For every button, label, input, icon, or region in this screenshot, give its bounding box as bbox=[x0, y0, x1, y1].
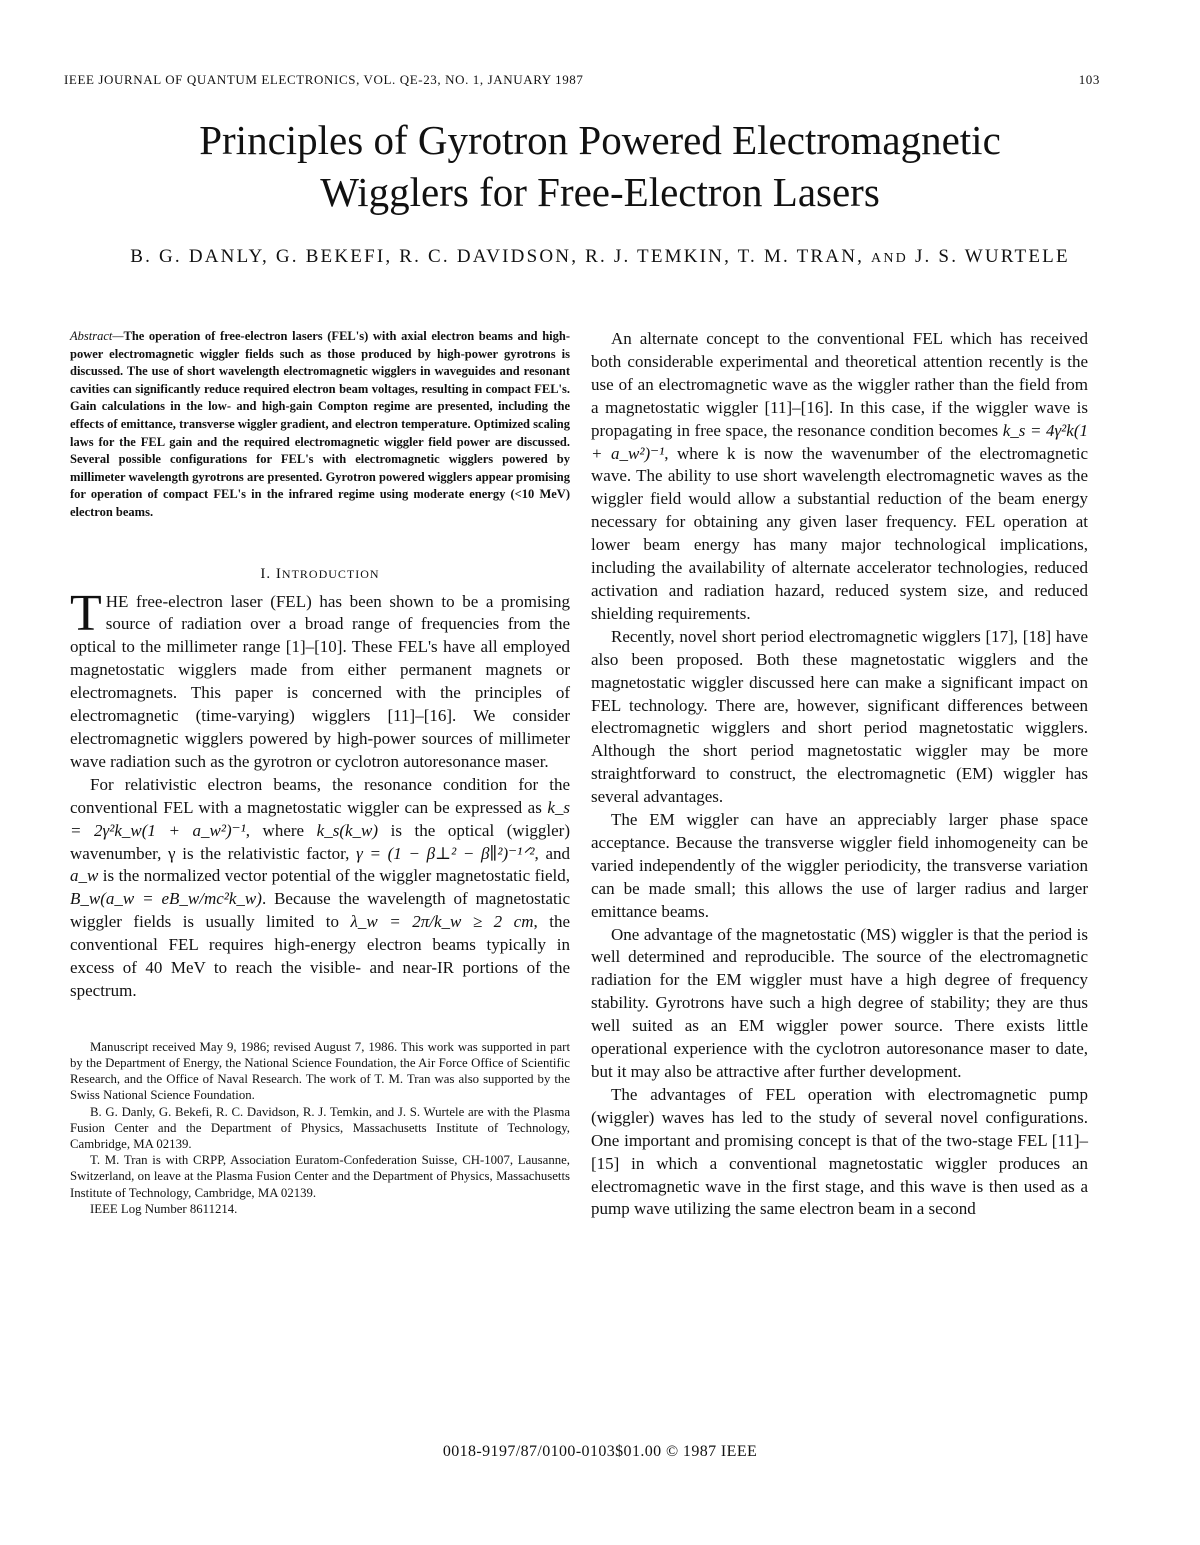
title-line-2: Wigglers for Free-Electron Lasers bbox=[320, 169, 880, 215]
author-last: J. S. WURTELE bbox=[914, 246, 1070, 267]
drop-cap: T bbox=[70, 584, 102, 642]
equation-aw: a_w bbox=[70, 866, 99, 886]
footnote-affiliation-mit: B. G. Danly, G. Bekefi, R. C. Davidson, R. J. Temkin, and J. S. Wurtele are with the Plasma Fusion Center and the Department of Physics, Massachusetts Institute of Technology, Cambridge, MA 02139. bbox=[70, 1104, 570, 1152]
paper-title bbox=[60, 114, 1140, 218]
intro-paragraph-2 bbox=[70, 774, 570, 1003]
author-and: AND bbox=[871, 251, 908, 266]
intro-p1-text: HE free-electron laser (FEL) has been shown to be a promising source of radiation over a broad range of frequencies from the optical to the millimeter range [1]–[10]. These FEL's have all employed magnetostatic wigglers made from either permanent magnets or electromagnets. This paper is concerned with the principles of electromagnetic (time-varying) wigglers [11]–[16]. We consider electromagnetic wigglers powered by high-power sources of millimeter wave radiation such as the gyrotron or cyclotron autoresonance maser. bbox=[70, 591, 570, 771]
running-head bbox=[64, 72, 1100, 88]
intro-p2-d: , and bbox=[534, 843, 570, 863]
intro-p2-g: , the conventional FEL requires high-energy electron beams typically in excess of 40 MeV to reach the visible- and near-IR portions of the spectrum. bbox=[70, 912, 571, 1000]
section-rest: NTRODUCTION bbox=[281, 566, 380, 581]
intro-p2-e: is the normalized vector potential of the wiggler magnetostatic field, bbox=[98, 866, 570, 886]
right-column bbox=[591, 328, 1088, 1221]
right-p1-b: , where k is now the wavenumber of the electromagnetic wave. The ability to use short wavelength electromagnetic waves as the wiggler field would allow a substantial reduction of the beam energy necessary for obtaining any given laser frequency. FEL operation at lower beam energy has many major technological implications, including the availability of alternate accelerator technologies, reduced activation and radiation hazard, reduced system size, and reduced shielding requirements. bbox=[591, 443, 1088, 623]
right-paragraph-1 bbox=[591, 328, 1088, 626]
intro-p2-b: , where bbox=[245, 820, 317, 840]
intro-p2-a: For relativistic electron beams, the resonance condition for the conventional FEL with a magnetostatic wiggler can be expressed as bbox=[70, 774, 570, 817]
footnote-log-number: IEEE Log Number 8611214. bbox=[90, 1201, 238, 1216]
abstract-lead: Abstract— bbox=[70, 329, 124, 343]
right-paragraph-2: Recently, novel short period electromagnetic wigglers [17], [18] have also been proposed. Both these magnetostatic wigglers and the magnetostatic wiggler discussed here can make a significant impact on FEL technology. There are, however, significant differences between electromagnetic wigglers and short period magnetostatic wigglers. Although the short period magnetostatic wiggler may be more straightforward to construct, the electromagnetic (EM) wiggler has several advantages. bbox=[591, 626, 1088, 807]
intro-p2-c: is the optical (wiggler) wavenumber, γ is the relativistic factor, bbox=[70, 820, 571, 863]
left-column bbox=[70, 328, 570, 1217]
footnote-affiliation-crpp: T. M. Tran is with CRPP, Association Euratom-Confederation Suisse, CH-1007, Lausanne, Switzerland, on leave at the Plasma Fusion Center and the Department of Physics, Massachusetts Institute of Technology, Cambridge, MA 02139. bbox=[70, 1153, 570, 1200]
equation-resonance: k_s = 2γ²k_w(1 + a_w²)⁻¹ bbox=[70, 797, 570, 840]
author-list bbox=[60, 246, 1140, 268]
journal-name: IEEE JOURNAL OF QUANTUM ELECTRONICS, VOL. QE-23, NO. 1, JANUARY 1987 bbox=[64, 72, 584, 87]
equation-gamma: γ = (1 − β⊥² − β∥²)⁻¹ᐟ² bbox=[356, 843, 535, 863]
equation-wavenumber: k_s(k_w) bbox=[316, 820, 379, 840]
page-number: 103 bbox=[1078, 72, 1100, 87]
abstract-text: The operation of free-electron lasers (FEL's) with axial electron beams and high-power electromagnetic wiggler fields such as those produced by high-power gyrotrons is discussed. The use of short wavelength electromagnetic wigglers in waveguides and resonant cavities can significantly reduce required electron beam voltages, resulting in compact FEL's. Gain calculations in the low- and high-gain Compton regime are presented, including the effects of emittance, transverse wiggler gradient, and electron temperature. Optimized scaling laws for the FEL gain and the required electromagnetic wiggler field power are discussed. Several possible configurations for FEL's with electromagnetic wigglers powered by millimeter wavelength gyrotrons are presented. Gyrotron powered wigglers appear promising for operation of compact FEL's in the infrared regime using moderate energy (<10 MeV) electron beams. bbox=[70, 329, 570, 519]
right-paragraph-5: The advantages of FEL operation with electromagnetic pump (wiggler) waves has led to the study of several novel configurations. One important and promising concept is that of the two-stage FEL [11]–[15] in which a conventional magnetostatic wiggler produces an electromagnetic wave in the first stage, and this wave is then used as a pump wave utilizing the same electron beam in a second bbox=[591, 1084, 1088, 1219]
title-line-1: Principles of Gyrotron Powered Electromagnetic bbox=[199, 117, 1001, 163]
author-names: B. G. DANLY, G. BEKEFI, R. C. DAVIDSON, R. J. TEMKIN, T. M. TRAN, bbox=[130, 246, 865, 267]
equation-lambda: λ_w = 2π/k_w ≥ 2 cm bbox=[350, 912, 534, 932]
footnote-manuscript: Manuscript received May 9, 1986; revised August 7, 1986. This work was supported in part by the Department of Energy, the National Science Foundation, the Air Force Office of Scientific Research, and the Office of Naval Research. The work of T. M. Tran was also supported by the Swiss National Science Foundation. bbox=[70, 1039, 570, 1103]
right-paragraph-3: The EM wiggler can have an appreciably larger phase space acceptance. Because the transverse wiggler field inhomogeneity can be varied independently of the wiggler periodicity, the transverse variation can be made small; this allows the use of larger radius and larger emittance beams. bbox=[591, 810, 1088, 921]
right-paragraph-4: One advantage of the magnetostatic (MS) wiggler is that the period is well determined and reproducible. The source of the electromagnetic radiation for the EM wiggler must have a high degree of frequency stability. Gyrotrons have such a high degree of stability; they are thus well suited as an EM wiggler power source. There exists little operational experience with the cyclotron autoresonance maser to date, but it may also be attractive after further development. bbox=[591, 924, 1088, 1081]
equation-bw: B_w(a_w = eB_w/mc²k_w) bbox=[70, 889, 262, 909]
copyright-line: 0018-9197/87/0100-0103$01.00 © 1987 IEEE bbox=[442, 1443, 758, 1460]
footnotes bbox=[70, 1039, 570, 1217]
abstract bbox=[70, 328, 570, 522]
section-numeral: I. bbox=[260, 565, 272, 582]
section-heading bbox=[70, 566, 570, 583]
section-first-letter: I bbox=[275, 565, 282, 582]
intro-paragraph-1 bbox=[70, 584, 570, 774]
equation-em-resonance: k_s = 4γ²k(1 + a_w²)⁻¹ bbox=[591, 420, 1088, 463]
intro-p2-f: . Because the wavelength of magnetostatic wiggler fields is usually limited to bbox=[70, 889, 570, 932]
right-p1-a: An alternate concept to the conventional FEL which has received both considerable experimental and theoretical attention recently is the use of an electromagnetic wave as the wiggler rather than the field from a magnetostatic wiggler [11]–[16]. In this case, if the wiggler wave is propagating in free space, the resonance condition becomes bbox=[591, 329, 1088, 440]
